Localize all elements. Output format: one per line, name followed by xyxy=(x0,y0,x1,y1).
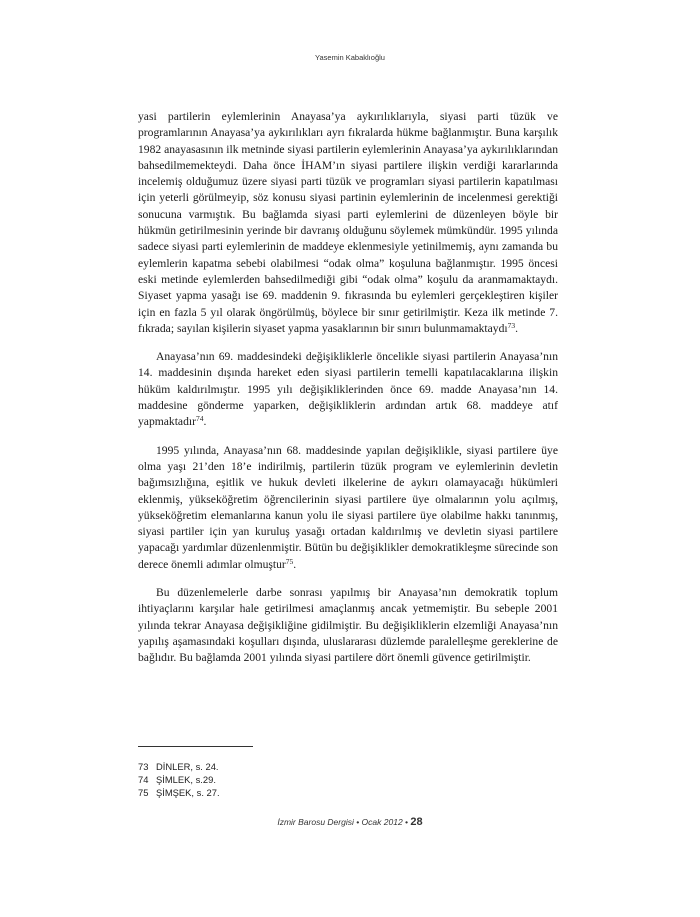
footnote-ref-75[interactable]: 75 xyxy=(285,556,294,566)
footnote-number: 74 xyxy=(138,774,149,786)
footnote-number: 73 xyxy=(138,761,149,772)
paragraph-1: yasi partilerin eylemlerinin Anayasa’ya aykırılıklarıyla, siyasi parti tüzük ve programlarının Anayasa’ya aykırılıkları ayrı fıkralarda hükme bağlanmıştır. Buna karşılık 1982 anayasasının ilk metninde siyasi partilerin eylemlerinin Anayasa’ya aykırılıklarından bahsedilmemekteydi. Daha önce İHAM’ın siyasi partilere ilişkin verdiği kararlarında incelemiş olduğumuz üzere siyasi parti tüzük ve programları siyasi partilerin kapatılması için yeterli görülmeyip, söz konusu siyasi partinin eylemlerinin de incelenmesi gerektiği sonucuna varmıştık. Bu bağlamda siyasi parti eylemlerini de düzenleyen böyle bir hükmün getirilmesinin yerinde bir davranış olduğunu söylemek mümkündür. 1995 yılında sadece siyasi parti eylemlerinin de maddeye eklenmesiyle yetinilmemiş, aynı zamanda bu eylemlerin kapatma sebebi olabilmesi “odak olma” koşuluna bağlanmıştır. 1995 öncesi eski metinde eylemlerden bahsedilmediği gibi “odak olma” koşulu da aranmamaktaydı. Siyaset yapma yasağı ise 69. maddenin 9. fıkrasında bu eylemleri gerçekleştiren kişiler için en fazla 5 yıl olarak öngörülmüş, böylece bir sınır getirilmiştir. Keza ilk metinde 7. fıkrada; sayılan kişilerin siyaset yapma yasaklarının bir sınırı bulunmamaktaydı$^{73}$. xyxy=(138,110,558,335)
paragraph-4: Bu düzenlemelerle darbe sonrası yapılmış bir Anayasa’nın demokratik toplum ihtiyaçlarını karşılar hale getirilmesi amaçlanmış ancak yetmemiştir. Bu sebeple 2001 yılında tekrar Anayasa değişikliğine gidilmiştir. Bu değişikliklerin elzemliği Anayasa’nın yapılış aşamasındaki koşulları dışında, uluslararası düzlemde paralelleşme gereklerine de bağlıdır. Bu bağlamda 2001 yılında siyasi partilere dört önemli güvence getirilmiştir. xyxy=(138,586,558,665)
paragraph-2-text: Anayasa’nın 69. maddesindeki değişikliklerle öncelikle siyasi partilerin Anayasa’nın 14. maddesinin dışında hareket eden siyasi partilerin temelli kapatılacaklarına ilişkin hüküm kaldırılmıştır. 1995 yılı değişikliklerinden önce 69. madde Anayasa’nın 14. maddesine gönderme yaparken, değişikliklerin ardından artık 68. maddeye atıf yapmaktadır xyxy=(138,350,558,429)
footnote-text: ŞİMŞEK, s. 27. xyxy=(156,787,220,799)
paragraph-3: 1995 yılında, Anayasa’nın 68. maddesinde yapılan değişiklikle, siyasi partilere üye olma yaşı 21’den 18’e indirilmiş, partilerin tüzük program ve eylemlerinin devletin bağımsızlığına, eşitlik ve hukuk devleti ilkelerine de aykırı olamayacağı hükümleri eklenmiş, yükseköğretim öğrencilerinin siyasi partilere üye olmalarının yolu açılmış, yükseköğretim elemanlarına kanun yolu ile siyasi partilere üye olabilme hakkı tanınmış, siyasi partiler için yan kuruluş yasağı ortadan kaldırılmış ve devletin siyasi partilere yapacağı yardımlar düzenlenmiştir. Bütün bu değişiklikler demokratikleşme sürecinde son derece önemli adımlar olmuştur$^{75}$. xyxy=(138,443,558,571)
footnote-75 xyxy=(138,786,220,799)
footnote-divider xyxy=(138,746,253,747)
footnote-74 xyxy=(138,773,220,786)
footnote-number: 75 xyxy=(138,787,149,799)
body-text xyxy=(138,109,558,667)
running-header: Yasemin Kabaklıoğlu xyxy=(315,53,385,62)
paragraph-3-text: 1995 yılında, Anayasa’nın 68. maddesinde yapılan değişiklikle, siyasi partilere üye olma yaşı 21’den 18’e indirilmiş, partilerin tüzük program ve eylemlerinin devletin bağımsızlığına, eşitlik ve hukuk devleti ilkelerine de aykırı olamayacağı hükümleri eklenmiş, yükseköğretim öğrencilerinin siyasi partilere üye olmalarının yolu açılmış, yükseköğretim elemanlarına kanun yolu ile siyasi partilere üye olabilme hakkı tanınmış, siyasi partiler için yan kuruluş yasağı ortadan kaldırılmış ve devletin siyasi partilere yapacağı yardımlar düzenlenmiştir. Bütün bu değişiklikler demokratikleşme sürecinde son derece önemli adımlar olmuştur xyxy=(138,443,558,571)
footnotes xyxy=(138,760,220,800)
page-footer xyxy=(0,816,700,828)
paragraph-1-text: yasi partilerin eylemlerinin Anayasa’ya aykırılıklarıyla, siyasi parti tüzük ve programlarının Anayasa’ya aykırılıkları ayrı fıkralarda hükme bağlanmıştır. Buna karşılık 1982 anayasasının ilk metninde siyasi partilerin eylemlerinin Anayasa’ya aykırılıklarından bahsedilmemekteydi. Daha önce İHAM’ın siyasi partilere ilişkin verdiği kararlarında incelemiş olduğumuz üzere siyasi parti tüzük ve programları siyasi partilerin kapatılması için yeterli görülmeyip, söz konusu siyasi partinin eylemlerinin de incelenmesi gerektiği sonucuna varmıştık. Bu bağlamda siyasi parti eylemlerini de düzenleyen böyle bir hükmün getirilmesinin yerinde bir davranış olduğunu söylemek mümkündür. 1995 yılında sadece siyasi parti eylemlerinin de maddeye eklenmesiyle yetinilmemiş, aynı zamanda bu eylemlerin kapatma sebebi olabilmesi “odak olma” koşuluna bağlanmıştır. 1995 öncesi eski metinde eylemlerden bahsedilmediği gibi “odak olma” koşulu da aranmamaktaydı. Siyaset yapma yasağı ise 69. maddenin 9. fıkrasında bu eylemleri gerçekleştiren kişiler için en fazla 5 yıl olarak öngörülmüş, böylece bir sınır getirilmiştir. Keza ilk metinde 7. fıkrada; sayılan kişilerin siyaset yapma yasaklarının bir sınırı bulunmamaktaydı xyxy=(138,110,558,335)
page-number: 28 xyxy=(410,816,423,828)
footnote-text: DİNLER, s. 24. xyxy=(156,761,219,772)
footnote-73 xyxy=(138,760,220,773)
footnote-ref-73[interactable]: 73 xyxy=(507,320,516,330)
paragraph-2: Anayasa’nın 69. maddesindeki değişikliklerle öncelikle siyasi partilerin Anayasa’nın 14. maddesinin dışında hareket eden siyasi partilerin temelli kapatılacaklarına ilişkin hüküm kaldırılmıştır. 1995 yılı değişikliklerinden önce 69. madde Anayasa’nın 14. maddesine gönderme yaparken, değişikliklerin ardından artık 68. maddeye atıf yapmaktadır$^{74}$. xyxy=(138,350,558,429)
footnote-text: ŞİMLEK, s.29. xyxy=(156,774,216,786)
journal-name: İzmir Barosu Dergisi • Ocak 2012 • xyxy=(277,817,409,827)
footnote-ref-74[interactable]: 74 xyxy=(195,414,204,424)
